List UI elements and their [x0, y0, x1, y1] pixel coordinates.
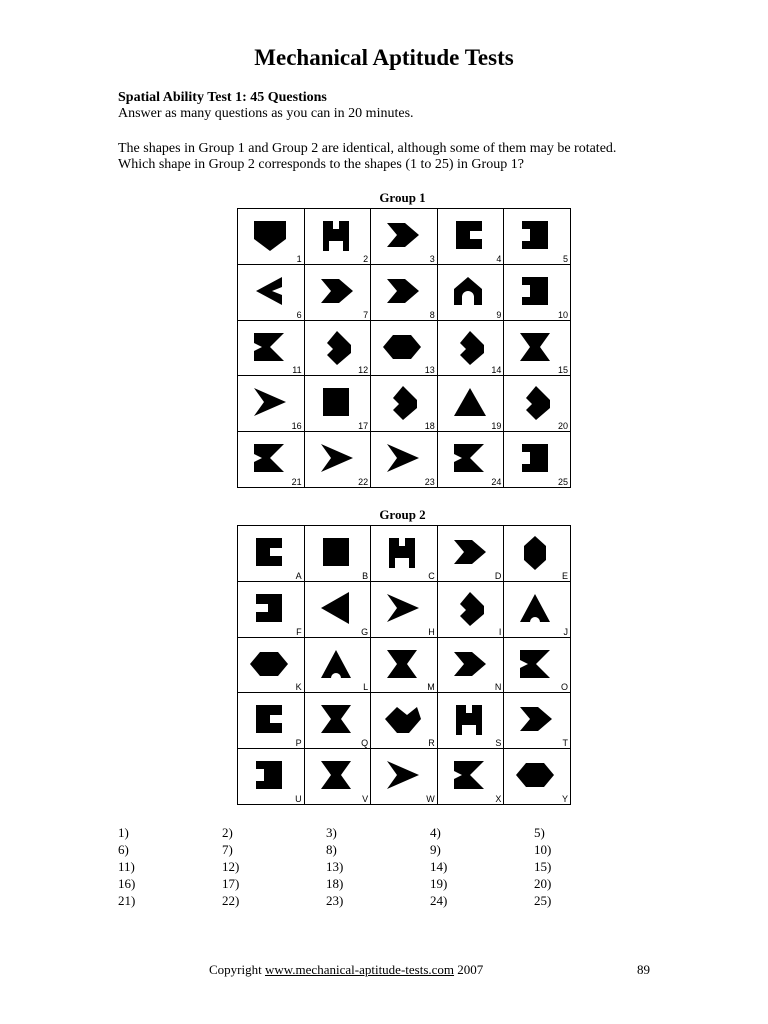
- group2-cell-L: [305, 638, 372, 694]
- group2-cell-label: I: [498, 626, 502, 637]
- group2-cell-label: R: [428, 738, 435, 749]
- group1-grid: [237, 208, 571, 488]
- group2-cell-G: [305, 582, 372, 638]
- group2-cell-label: K: [295, 682, 302, 693]
- answer-slot[interactable]: 10): [534, 842, 552, 857]
- group2-cell-E: [504, 526, 571, 582]
- group2-shape-U-icon: [246, 755, 292, 797]
- group1-cell-label: 2: [363, 253, 369, 264]
- group1-cell-21: [238, 432, 305, 488]
- group1-shape-8-icon: [379, 271, 425, 313]
- group2-cell-T: [504, 693, 571, 749]
- group1-shape-24-icon: [446, 438, 492, 480]
- group2-cell-label: B: [362, 570, 369, 581]
- answer-slot[interactable]: 25): [534, 893, 552, 908]
- group2-shape-P-icon: [246, 699, 292, 741]
- group2-cell-Y: [504, 749, 571, 805]
- group1-cell-label: 8: [429, 309, 435, 320]
- group2-cell-label: F: [296, 626, 302, 637]
- group2-cell-label: T: [562, 738, 568, 749]
- answer-slot[interactable]: 5): [534, 825, 545, 840]
- group2-cell-K: [238, 638, 305, 694]
- answer-slot[interactable]: 16): [118, 876, 136, 891]
- group1-cell-label: 19: [491, 421, 502, 432]
- answer-row: [118, 824, 638, 841]
- group1-cell-label: 14: [491, 365, 502, 376]
- answer-slot[interactable]: 6): [118, 842, 129, 857]
- group2-shape-M-icon: [379, 644, 425, 686]
- group1-cell-23: [371, 432, 438, 488]
- answer-slot[interactable]: 13): [326, 859, 344, 874]
- group2-cell-J: [504, 582, 571, 638]
- group2-shape-B-icon: [313, 532, 359, 574]
- group1-cell-label: 3: [429, 253, 435, 264]
- answer-row: [118, 858, 638, 875]
- answer-slot[interactable]: 2): [222, 825, 233, 840]
- group2-shape-R-icon: [379, 699, 425, 741]
- group1-cell-5: [504, 209, 571, 265]
- group1-shape-22-icon: [313, 438, 359, 480]
- group1-cell-label: 22: [358, 476, 369, 487]
- group1-cell-14: [438, 321, 505, 377]
- group1-shape-4-icon: [446, 215, 492, 257]
- group1-cell-label: 18: [424, 421, 435, 432]
- group1-cell-17: [305, 376, 372, 432]
- answer-slot[interactable]: 17): [222, 876, 240, 891]
- group1-shape-5-icon: [512, 215, 558, 257]
- group1-cell-6: [238, 265, 305, 321]
- group2-cell-U: [238, 749, 305, 805]
- group2-cell-R: [371, 693, 438, 749]
- group2-cell-F: [238, 582, 305, 638]
- group1-cell-label: 17: [358, 421, 369, 432]
- group2-shape-I-icon: [446, 588, 492, 630]
- group1-cell-1: [238, 209, 305, 265]
- group1-cell-19: [438, 376, 505, 432]
- group2-cell-S: [438, 693, 505, 749]
- answer-slot[interactable]: 3): [326, 825, 337, 840]
- group1-shape-2-icon: [313, 215, 359, 257]
- answer-row: [118, 841, 638, 858]
- group1-cell-15: [504, 321, 571, 377]
- group1-cell-label: 1: [296, 253, 302, 264]
- group2-cell-label: Y: [561, 793, 568, 804]
- group2-cell-label: P: [295, 738, 302, 749]
- group2-shape-N-icon: [446, 644, 492, 686]
- answer-slot[interactable]: 14): [430, 859, 448, 874]
- group1-shape-12-icon: [313, 327, 359, 369]
- group2-shape-H-icon: [379, 588, 425, 630]
- group1-shape-15-icon: [512, 327, 558, 369]
- page-number: 89: [637, 962, 650, 977]
- group1-cell-label: 12: [358, 365, 369, 376]
- group1-cell-label: 25: [557, 476, 568, 487]
- group1-cell-label: 6: [296, 309, 302, 320]
- group1-cell-9: [438, 265, 505, 321]
- group1-cell-label: 9: [496, 309, 502, 320]
- group1-shape-3-icon: [379, 215, 425, 257]
- group2-shape-T-icon: [512, 699, 558, 741]
- group2-cell-label: X: [495, 793, 502, 804]
- group1-shape-11-icon: [246, 327, 292, 369]
- group1-cell-label: 15: [557, 365, 568, 376]
- group2-shape-L-icon: [313, 644, 359, 686]
- copyright-year: 2007: [454, 962, 484, 977]
- group1-shape-13-icon: [379, 327, 425, 369]
- group1-cell-4: [438, 209, 505, 265]
- answer-sheet: [118, 824, 638, 909]
- group2-shape-S-icon: [446, 699, 492, 741]
- group2-shape-X-icon: [446, 755, 492, 797]
- group2-cell-label: C: [428, 570, 435, 581]
- group2-cell-label: D: [494, 570, 502, 581]
- group2-cell-label: E: [561, 570, 568, 581]
- copyright: [209, 962, 483, 978]
- group2-cell-label: M: [427, 682, 435, 693]
- group1-cell-label: 10: [557, 309, 568, 320]
- answer-slot[interactable]: 1): [118, 825, 129, 840]
- group1-cell-label: 13: [424, 365, 435, 376]
- group1-shape-23-icon: [379, 438, 425, 480]
- answer-slot[interactable]: 11): [118, 859, 135, 874]
- answer-slot[interactable]: 12): [222, 859, 240, 874]
- answer-slot[interactable]: 24): [430, 893, 448, 908]
- group1-cell-16: [238, 376, 305, 432]
- group1-cell-12: [305, 321, 372, 377]
- group2-grid: [237, 525, 571, 805]
- answer-slot[interactable]: 23): [326, 893, 344, 908]
- group2-title: Group 2: [379, 507, 426, 522]
- group1-cell-3: [371, 209, 438, 265]
- group2-cell-B: [305, 526, 372, 582]
- group1-cell-20: [504, 376, 571, 432]
- page-title: Mechanical Aptitude Tests: [254, 45, 514, 70]
- group1-title: Group 1: [379, 190, 426, 205]
- group2-shape-O-icon: [512, 644, 558, 686]
- answer-slot[interactable]: 4): [430, 825, 441, 840]
- group2-shape-G-icon: [313, 588, 359, 630]
- group1-shape-16-icon: [246, 382, 292, 424]
- group2-cell-H: [371, 582, 438, 638]
- answer-slot[interactable]: 19): [430, 876, 448, 891]
- group1-cell-18: [371, 376, 438, 432]
- copyright-prefix: Copyright: [209, 962, 265, 977]
- website-link[interactable]: www.mechanical-aptitude-tests.com: [264, 962, 455, 977]
- group2-shape-E-icon: [512, 532, 558, 574]
- question-text: [118, 141, 616, 173]
- group2-shape-Y-icon: [512, 755, 558, 797]
- group2-cell-label: G: [361, 626, 369, 637]
- answer-slot[interactable]: 7): [222, 842, 233, 857]
- group2-cell-O: [504, 638, 571, 694]
- group2-cell-label: W: [426, 793, 435, 804]
- group1-cell-label: 16: [291, 421, 302, 432]
- group2-cell-C: [371, 526, 438, 582]
- group1-cell-10: [504, 265, 571, 321]
- group2-shape-C-icon: [379, 532, 425, 574]
- group1-cell-2: [305, 209, 372, 265]
- group1-cell-22: [305, 432, 372, 488]
- group1-cell-label: 23: [424, 476, 435, 487]
- group2-shape-F-icon: [246, 588, 292, 630]
- question-line: Which shape in Group 2 corresponds to the shapes (1 to 25) in Group 1?: [118, 157, 524, 172]
- group2-cell-label: H: [428, 626, 435, 637]
- group2-cell-label: O: [560, 682, 568, 693]
- group2-cell-V: [305, 749, 372, 805]
- group1-shape-1-icon: [246, 215, 292, 257]
- group1-cell-label: 11: [292, 365, 302, 376]
- answer-slot[interactable]: 20): [534, 876, 552, 891]
- answer-slot[interactable]: 8): [326, 842, 337, 857]
- group2-shape-A-icon: [246, 532, 292, 574]
- group2-cell-Q: [305, 693, 372, 749]
- group1-shape-7-icon: [313, 271, 359, 313]
- group1-cell-label: 24: [491, 476, 502, 487]
- group2-cell-W: [371, 749, 438, 805]
- group1-shape-25-icon: [512, 438, 558, 480]
- group1-shape-6-icon: [246, 271, 292, 313]
- group2-cell-label: V: [362, 793, 369, 804]
- group2-cell-label: U: [295, 793, 302, 804]
- group2-cell-label: L: [363, 682, 369, 693]
- group1-shape-20-icon: [512, 382, 558, 424]
- group2-cell-P: [238, 693, 305, 749]
- answer-slot[interactable]: 22): [222, 893, 240, 908]
- group2-cell-D: [438, 526, 505, 582]
- group1-shape-18-icon: [379, 382, 425, 424]
- group1-shape-9-icon: [446, 271, 492, 313]
- group2-shape-Q-icon: [313, 699, 359, 741]
- group1-cell-7: [305, 265, 372, 321]
- group1-cell-label: 20: [557, 421, 568, 432]
- group2-shape-J-icon: [512, 588, 558, 630]
- answer-row: [118, 892, 638, 909]
- group1-cell-25: [504, 432, 571, 488]
- group1-shape-19-icon: [446, 382, 492, 424]
- group1-cell-24: [438, 432, 505, 488]
- group2-cell-label: J: [563, 626, 568, 637]
- answer-slot[interactable]: 9): [430, 842, 441, 857]
- group1-cell-label: 21: [291, 476, 302, 487]
- group2-cell-label: N: [494, 682, 502, 693]
- group2-shape-W-icon: [379, 755, 425, 797]
- group1-shape-10-icon: [512, 271, 558, 313]
- test-heading: Spatial Ability Test 1: 45 Questions: [118, 90, 327, 105]
- group2-cell-A: [238, 526, 305, 582]
- question-line: The shapes in Group 1 and Group 2 are identical, although some of them may be rotated.: [118, 141, 617, 156]
- group2-shape-D-icon: [446, 532, 492, 574]
- answer-slot[interactable]: 21): [118, 893, 136, 908]
- answer-row: [118, 875, 638, 892]
- group1-shape-17-icon: [313, 382, 359, 424]
- answer-slot[interactable]: 18): [326, 876, 344, 891]
- group2-cell-label: Q: [361, 738, 369, 749]
- group2-shape-K-icon: [246, 644, 292, 686]
- group1-shape-21-icon: [246, 438, 292, 480]
- group2-cell-N: [438, 638, 505, 694]
- group1-cell-13: [371, 321, 438, 377]
- group2-cell-M: [371, 638, 438, 694]
- group2-shape-V-icon: [313, 755, 359, 797]
- group1-cell-label: 4: [496, 253, 502, 264]
- group2-cell-X: [438, 749, 505, 805]
- group1-cell-11: [238, 321, 305, 377]
- group1-cell-8: [371, 265, 438, 321]
- answer-slot[interactable]: 15): [534, 859, 552, 874]
- group2-cell-label: S: [495, 738, 502, 749]
- test-instructions: Answer as many questions as you can in 20 minutes.: [118, 106, 414, 121]
- group1-cell-label: 7: [363, 309, 369, 320]
- group1-cell-label: 5: [562, 253, 568, 264]
- group2-cell-I: [438, 582, 505, 638]
- group2-cell-label: A: [295, 570, 302, 581]
- group1-shape-14-icon: [446, 327, 492, 369]
